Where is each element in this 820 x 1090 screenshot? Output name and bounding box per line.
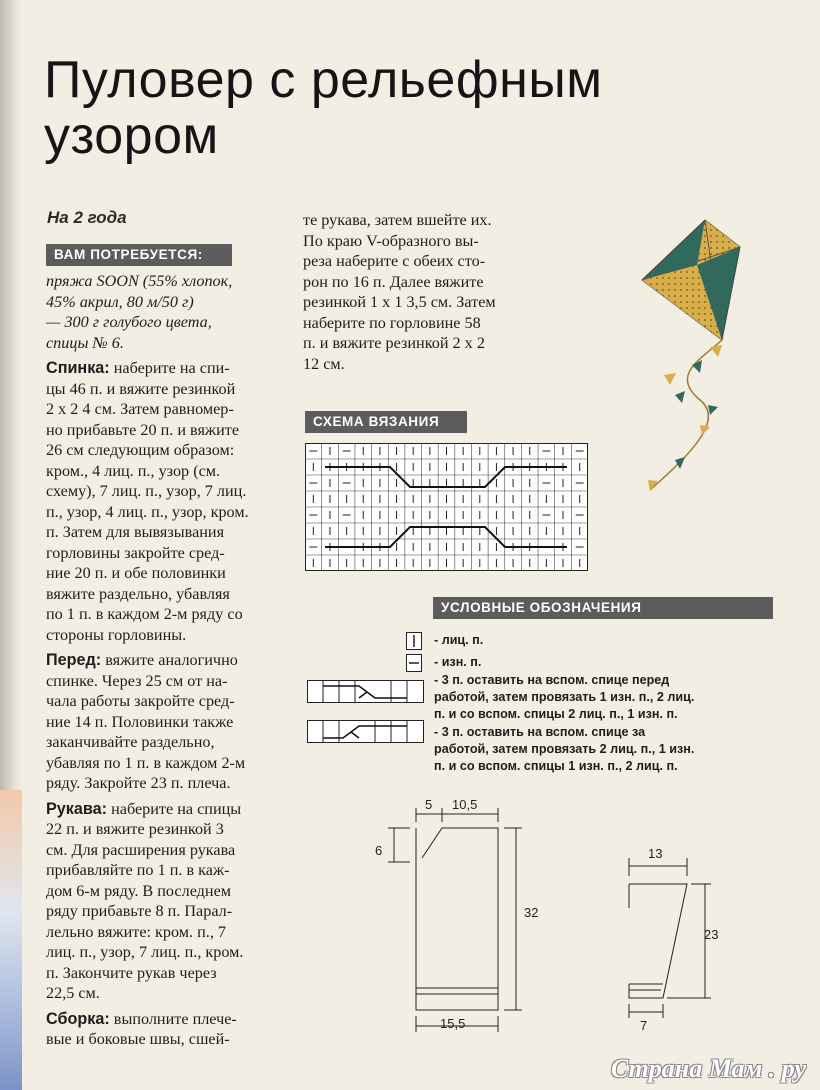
legend-heading: УСЛОВНЫЕ ОБОЗНАЧЕНИЯ: [433, 597, 773, 619]
materials-list: пряжа SOON (55% хлопок, 45% акрил, 80 м/50 г) — 300 г голубого цвета, спицы № 6.: [46, 272, 233, 352]
purl-stitch-symbol: [406, 654, 422, 672]
page-title: Пуловер с рельефным узором: [44, 51, 603, 165]
instructions-column-2: [303, 210, 553, 379]
legend-cross-back-text: - 3 п. оставить на вспом. спице за работой, затем провязать 2 лиц. п., 1 изн. п. и со вспом. спицы 1 изн. п., 2 лиц. п.: [434, 725, 695, 773]
cross-front-symbol: [307, 680, 427, 706]
legend-cross-front-text: - 3 п. оставить на вспом. спице перед работой, затем провязать 1 изн. п., 2 лиц. п. и со вспом. спицы 2 лиц. п., 1 изн. п.: [434, 673, 695, 721]
legend-purl: [406, 654, 422, 677]
legend-purl-text: - изн. п.: [434, 655, 482, 669]
dim-sleeve-top: 13: [648, 846, 663, 861]
back-instructions: Спинка: наберите на спи- цы 46 п. и вяжите резинкой 2 х 2 4 см. Затем равномер- но прибавьте 20 п. и вяжите 26 см следующим образом: кром., 4 лиц. п., узор (см. схему), 7 лиц. п., узор, 7 лиц. п., узор, 4 лиц. п., узор, кром. п. Затем для вывязывания горловины закройте сред- ние 20 п. и обе половинки вяжите раздельно, убавляя по 1 п. в каждом 2-м ряду со стороны горловины.: [46, 359, 249, 644]
dim-sleeve-bottom: 7: [640, 1018, 648, 1033]
sleeves-instructions: Рукава: наберите на спицы 22 п. и вяжите резинкой 3 см. Для расширения рукава прибавляйте по 1 п. в каж- дом 6-м ряду. В последнем ряду прибавьте 8 п. Парал- лельно вяжите: кром. п., 7 лиц. п., узор, 7 лиц. п., кром. п. Закончите рукав через 22,5 см.: [46, 799, 244, 1002]
needs-heading: ВАМ ПОТРЕБУЕТСЯ:: [46, 244, 232, 266]
knit-stitch-symbol: [406, 632, 422, 650]
cross-back-symbol: [307, 720, 427, 746]
knitting-chart: [305, 443, 588, 571]
dim-sleeve-length: 23: [704, 927, 719, 942]
assembly-instructions: Сборка: выполните плече- вые и боковые швы, сшей-: [46, 1009, 237, 1048]
assembly-continued: те рукава, затем вшейте их. По краю V-образного вы- реза наберите с обеих сто- рон по 16 п. Далее вяжите резинкой 1 х 1 3,5 см. Затем наберите по горловине 58 п. и вяжите резинкой 2 х 2 12 см.: [303, 211, 496, 373]
kite-illustration: [630, 215, 740, 500]
instructions-column-1: [46, 271, 296, 1055]
body-pattern-diagram: [380, 800, 560, 1040]
watermark: Страна Мам . ру: [610, 1054, 806, 1083]
front-instructions: Перед: вяжите аналогично спинке. Через 25 см от на- чала работы закройте сред- ние 14 п. Половинки также заканчивайте раздельно, убавляя по 1 п. в каждом 2-м ряду. Закройте 23 п. плеча.: [46, 651, 246, 792]
dim-neck-depth: 6: [375, 843, 383, 858]
sleeve-pattern-diagram: [615, 850, 725, 1040]
legend-knit: [406, 632, 422, 655]
dim-body-width: 15,5: [440, 1016, 466, 1031]
dim-body-height: 32: [524, 905, 539, 920]
adjacent-page-edge: [0, 790, 22, 1090]
scheme-heading: СХЕМА ВЯЗАНИЯ: [305, 411, 467, 433]
legend-knit-text: - лиц. п.: [434, 633, 484, 647]
age-label: На 2 года: [47, 208, 127, 227]
dim-shoulder: 5: [425, 797, 433, 812]
dim-neck-width: 10,5: [452, 797, 478, 812]
